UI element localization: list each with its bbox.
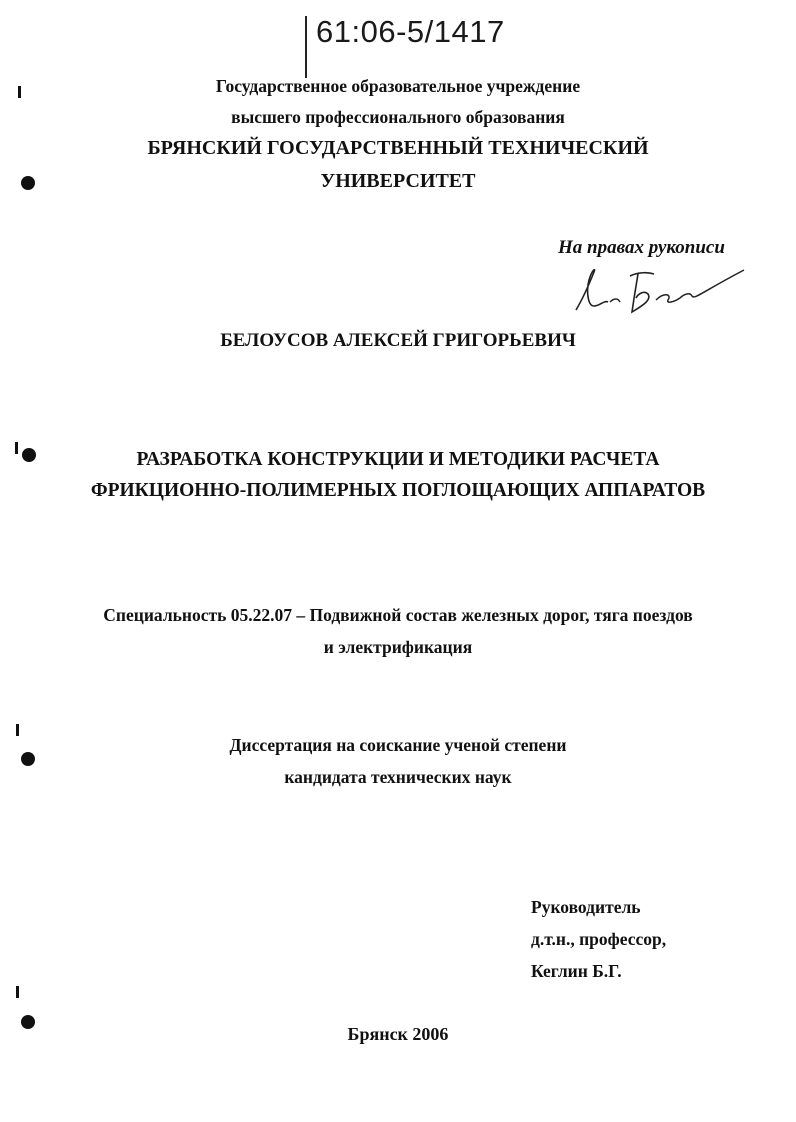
supervisor-degree: д.т.н., профессор, bbox=[531, 929, 667, 949]
supervisor-name: Кеглин Б.Г. bbox=[531, 961, 622, 981]
signature bbox=[572, 262, 752, 322]
degree-line-2: кандидата технических наук bbox=[284, 767, 512, 787]
institution-line-1: Государственное образовательное учреждение bbox=[215, 76, 581, 96]
stamp-divider bbox=[305, 16, 307, 78]
dissertation-title-line-1: РАЗРАБОТКА КОНСТРУКЦИИ И МЕТОДИКИ РАСЧЕТА bbox=[136, 449, 660, 470]
institution-line-2: высшего профессионального образования bbox=[231, 107, 565, 127]
university-name-line-2: УНИВЕРСИТЕТ bbox=[320, 170, 476, 192]
manuscript-rights-note: На правах рукописи bbox=[558, 237, 725, 258]
scan-mark bbox=[16, 986, 19, 998]
author-name: БЕЛОУСОВ АЛЕКСЕЙ ГРИГОРЬЕВИЧ bbox=[220, 330, 576, 351]
university-name-line-1: БРЯНСКИЙ ГОСУДАРСТВЕННЫЙ ТЕХНИЧЕСКИЙ bbox=[147, 137, 649, 159]
archive-stamp: 61:06-5/1417 bbox=[316, 14, 505, 49]
specialty-line-2: и электрификация bbox=[323, 637, 473, 657]
city-year: Брянск 2006 bbox=[347, 1024, 449, 1044]
dissertation-title-line-2: ФРИКЦИОННО-ПОЛИМЕРНЫХ ПОГЛОЩАЮЩИХ АППАРАТОВ bbox=[90, 480, 706, 501]
degree-line-1: Диссертация на соискание ученой степени bbox=[229, 735, 567, 755]
specialty-line-1: Специальность 05.22.07 – Подвижной состав железных дорог, тяга поездов bbox=[103, 605, 693, 625]
supervisor-role: Руководитель bbox=[531, 897, 641, 917]
